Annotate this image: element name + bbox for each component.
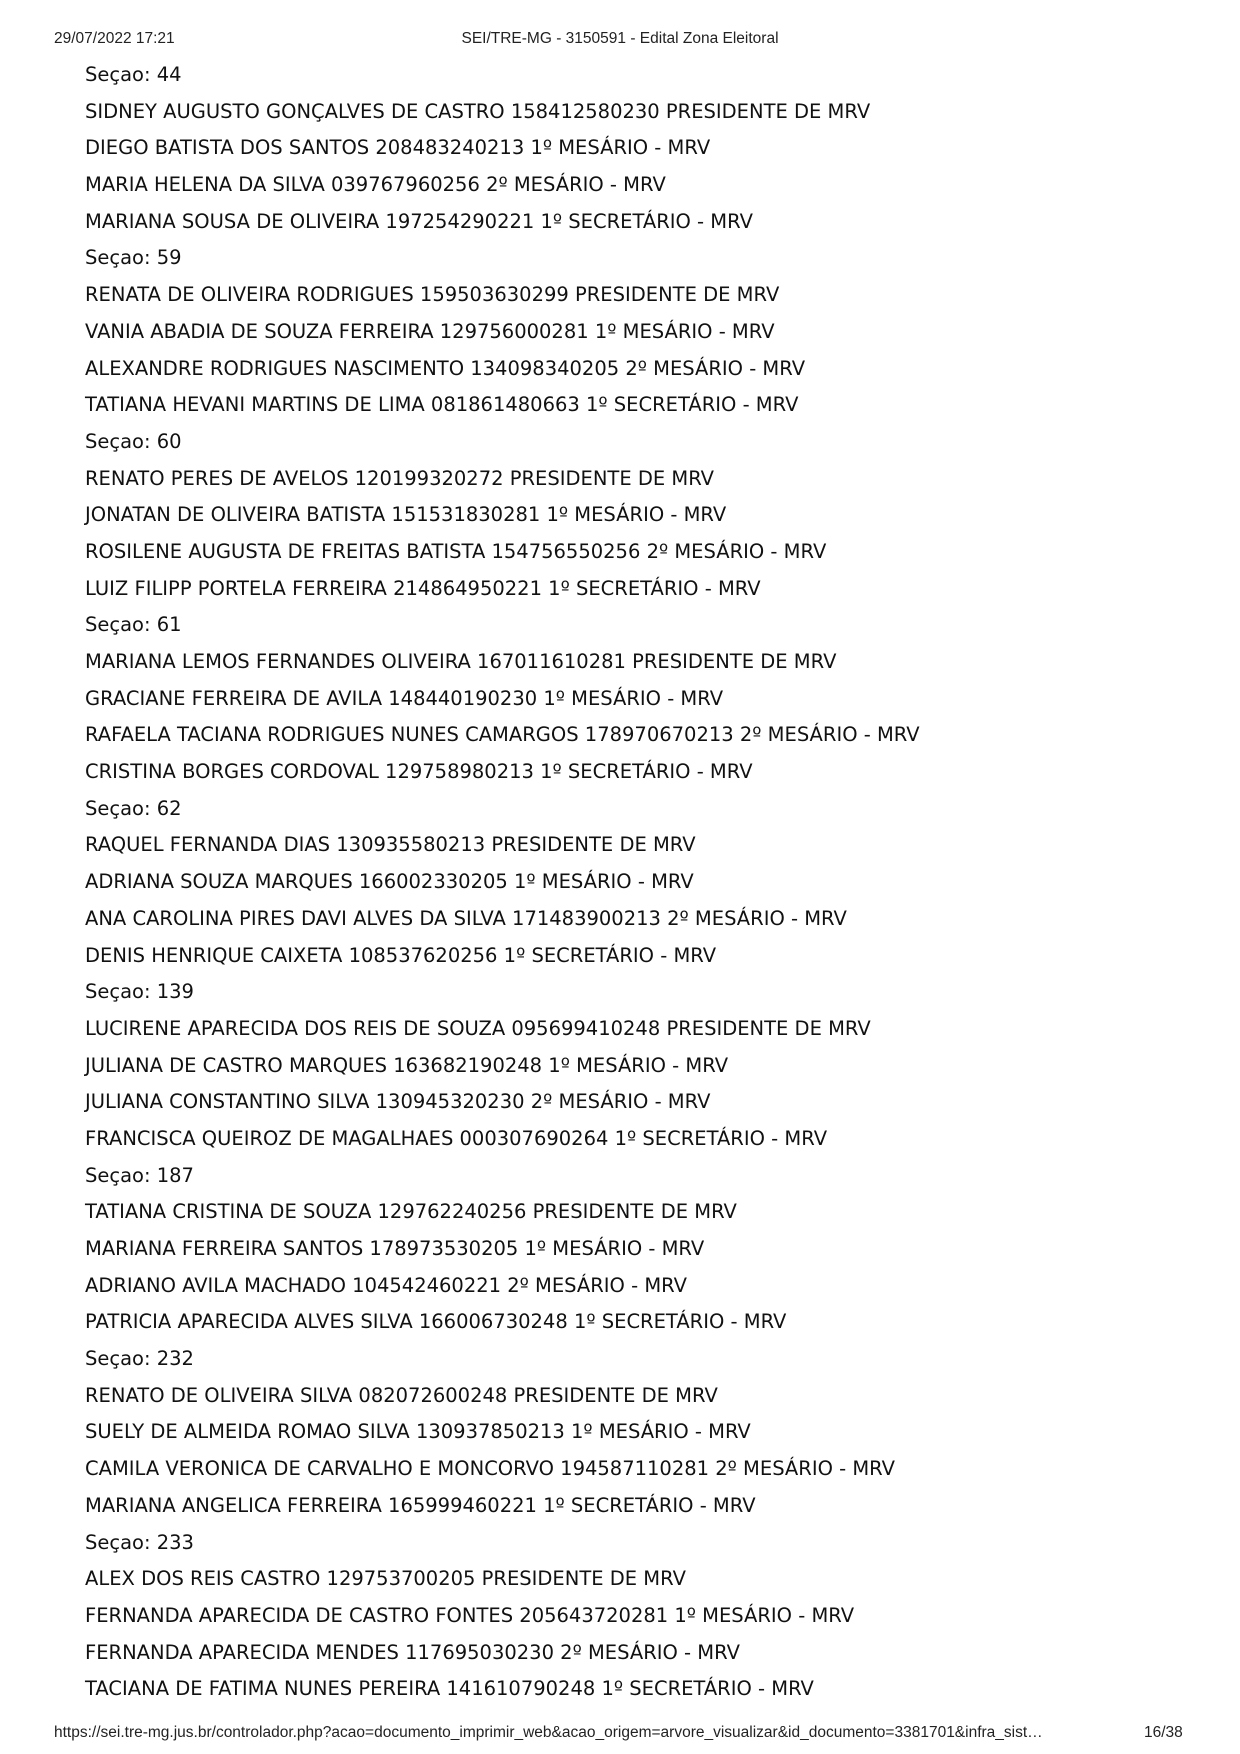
member-line: DENIS HENRIQUE CAIXETA 108537620256 1º SECRETÁRIO - MRV <box>85 943 717 967</box>
member-line: FERNANDA APARECIDA DE CASTRO FONTES 205643720281 1º MESÁRIO - MRV <box>85 1603 855 1627</box>
member-line: MARIANA SOUSA DE OLIVEIRA 197254290221 1º SECRETÁRIO - MRV <box>85 209 753 233</box>
member-line: LUIZ FILIPP PORTELA FERREIRA 214864950221 1º SECRETÁRIO - MRV <box>85 576 761 600</box>
member-line: MARIA HELENA DA SILVA 039767960256 2º MESÁRIO - MRV <box>85 173 666 197</box>
member-line: FRANCISCA QUEIROZ DE MAGALHAES 000307690264 1º SECRETÁRIO - MRV <box>85 1126 828 1150</box>
member-line: RAQUEL FERNANDA DIAS 130935580213 PRESIDENTE DE MRV <box>85 833 696 857</box>
member-line: MARIANA LEMOS FERNANDES OLIVEIRA 167011610281 PRESIDENTE DE MRV <box>85 650 837 673</box>
section-heading: Seçao: 44 <box>85 63 182 86</box>
member-line: DIEGO BATISTA DOS SANTOS 208483240213 1º MESÁRIO - MRV <box>85 136 711 160</box>
member-line: JULIANA CONSTANTINO SILVA 130945320230 2º MESÁRIO - MRV <box>85 1090 711 1114</box>
member-line: ALEX DOS REIS CASTRO 129753700205 PRESIDENTE DE MRV <box>85 1567 686 1591</box>
member-line: TATIANA CRISTINA DE SOUZA 129762240256 PRESIDENTE DE MRV <box>85 1200 737 1224</box>
member-line: ANA CAROLINA PIRES DAVI ALVES DA SILVA 171483900213 2º MESÁRIO - MRV <box>85 906 847 930</box>
page-url: https://sei.tre-mg.jus.br/controlador.php?acao=documento_imprimir_web&acao_origem=arvore_visualizar&id_documento=3381701&infra_sist… <box>54 1724 1043 1741</box>
member-line: ADRIANA SOUZA MARQUES 166002330205 1º MESÁRIO - MRV <box>85 870 694 894</box>
member-line: ROSILENE AUGUSTA DE FREITAS BATISTA 154756550256 2º MESÁRIO - MRV <box>85 539 827 563</box>
page-number: 16/38 <box>1144 1724 1183 1741</box>
document-body <box>85 57 1195 1708</box>
section-heading: Seçao: 232 <box>85 1347 194 1371</box>
member-line: MARIANA ANGELICA FERREIRA 165999460221 1º SECRETÁRIO - MRV <box>85 1493 756 1517</box>
section-heading: Seçao: 139 <box>85 980 194 1004</box>
member-line: MARIANA FERREIRA SANTOS 178973530205 1º MESÁRIO - MRV <box>85 1237 705 1260</box>
section-heading: Seçao: 62 <box>85 796 182 820</box>
section-heading: Seçao: 59 <box>85 246 182 270</box>
member-line: PATRICIA APARECIDA ALVES SILVA 166006730248 1º SECRETÁRIO - MRV <box>85 1310 787 1334</box>
member-line: RAFAELA TACIANA RODRIGUES NUNES CAMARGOS 178970670213 2º MESÁRIO - MRV <box>85 723 920 747</box>
print-datetime: 29/07/2022 17:21 <box>54 30 175 47</box>
member-line: JULIANA DE CASTRO MARQUES 163682190248 1º MESÁRIO - MRV <box>85 1053 729 1077</box>
member-line: TATIANA HEVANI MARTINS DE LIMA 081861480663 1º SECRETÁRIO - MRV <box>85 393 799 417</box>
member-line: TACIANA DE FATIMA NUNES PEREIRA 141610790248 1º SECRETÁRIO - MRV <box>85 1677 814 1701</box>
member-line: SUELY DE ALMEIDA ROMAO SILVA 130937850213 1º MESÁRIO - MRV <box>85 1420 751 1444</box>
member-line: RENATO PERES DE AVELOS 120199320272 PRESIDENTE DE MRV <box>85 466 715 490</box>
section-heading: Seçao: 61 <box>85 613 182 637</box>
member-line: RENATO DE OLIVEIRA SILVA 082072600248 PRESIDENTE DE MRV <box>85 1383 718 1407</box>
member-line: JONATAN DE OLIVEIRA BATISTA 151531830281 1º MESÁRIO - MRV <box>85 503 727 527</box>
section-heading: Seçao: 60 <box>85 429 182 453</box>
member-line: LUCIRENE APARECIDA DOS REIS DE SOUZA 095699410248 PRESIDENTE DE MRV <box>85 1016 871 1040</box>
member-line: GRACIANE FERREIRA DE AVILA 148440190230 1º MESÁRIO - MRV <box>85 686 724 710</box>
member-line: CRISTINA BORGES CORDOVAL 129758980213 1º SECRETÁRIO - MRV <box>85 760 753 784</box>
section-heading: Seçao: 187 <box>85 1163 194 1187</box>
member-line: ADRIANO AVILA MACHADO 104542460221 2º MESÁRIO - MRV <box>85 1273 687 1297</box>
member-line: CAMILA VERONICA DE CARVALHO E MONCORVO 194587110281 2º MESÁRIO - MRV <box>85 1457 896 1481</box>
member-line: RENATA DE OLIVEIRA RODRIGUES 159503630299 PRESIDENTE DE MRV <box>85 283 780 307</box>
section-heading: Seçao: 233 <box>85 1530 194 1554</box>
member-line: SIDNEY AUGUSTO GONÇALVES DE CASTRO 158412580230 PRESIDENTE DE MRV <box>85 99 871 123</box>
document-title: SEI/TRE-MG - 3150591 - Edital Zona Eleitoral <box>461 30 779 47</box>
member-line: VANIA ABADIA DE SOUZA FERREIRA 129756000281 1º MESÁRIO - MRV <box>85 319 775 343</box>
member-line: ALEXANDRE RODRIGUES NASCIMENTO 134098340205 2º MESÁRIO - MRV <box>85 356 806 380</box>
member-line: FERNANDA APARECIDA MENDES 117695030230 2º MESÁRIO - MRV <box>85 1640 740 1664</box>
